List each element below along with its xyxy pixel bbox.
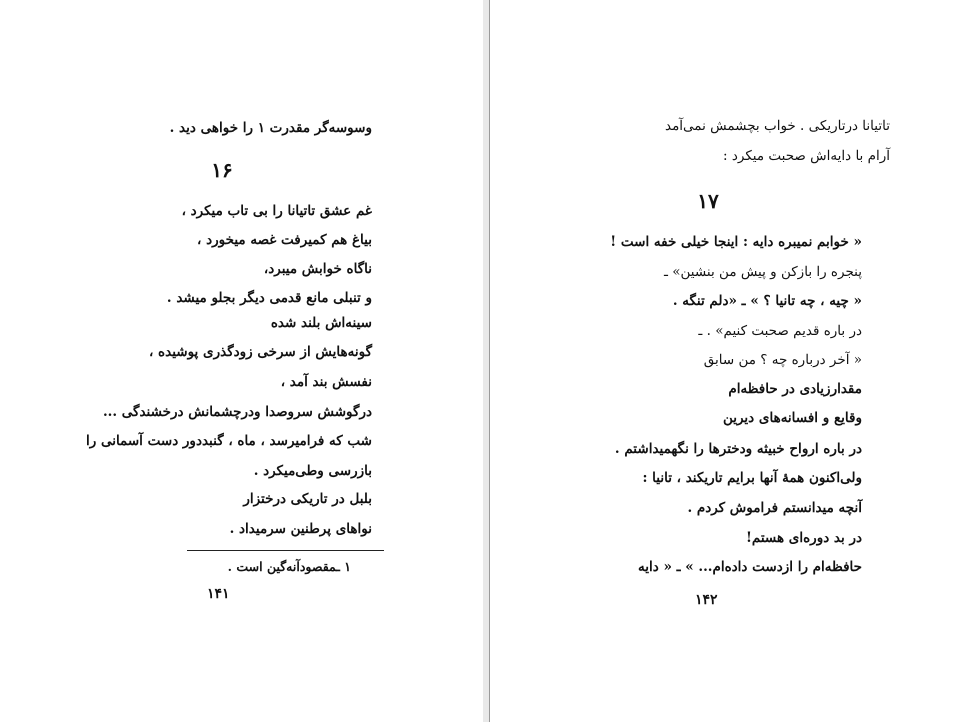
left-top-line: وسوسه‌گر مقدرت ۱ را خواهی دید .: [169, 120, 372, 136]
left-line: درگوشش سروصدا ودرچشمانش درخشندگی ...: [102, 404, 372, 420]
left-line: غم عشق تاتیانا را بی تاب میکرد ،: [181, 203, 372, 219]
right-line: در باره ارواح خبیثه ودخترها را نگهمیداشتم .: [614, 441, 862, 457]
left-line: نفسش بند آمد ،: [280, 374, 372, 390]
left-line: بازرسی وطی‌میکرد .: [253, 463, 372, 479]
right-section-number: ۱۷: [697, 189, 719, 213]
page-number: ۱۴۲: [695, 592, 718, 608]
left-line: نواهای پرطنین سرمیداد .: [229, 521, 372, 537]
right-intro-line: آرام با دایه‌اش صحبت میکرد :: [723, 148, 890, 164]
left-section-number: ۱۶: [211, 158, 233, 182]
right-line: در باره قدیم صحبت کنیم» . ـ: [698, 323, 862, 339]
left-line: سینه‌اش بلند شده: [270, 315, 372, 331]
right-line: وقایع و افسانه‌های دیرین: [722, 410, 862, 426]
right-line: « آخر درباره چه ؟ من سابق: [703, 352, 862, 368]
right-line: حافظه‌ام را ازدست داده‌ام... » ـ « دایه: [638, 559, 862, 575]
right-line: « چیه ، چه تانیا ؟ » ـ «دلم تنگه .: [672, 293, 862, 309]
left-line: و تنبلی مانع قدمی دیگر بجلو میشد .: [166, 290, 372, 306]
left-line: بلبل در تاریکی درختزار: [243, 491, 372, 507]
left-line: ناگاه خوابش میبرد،: [263, 261, 372, 277]
left-page: [0, 0, 484, 722]
right-line: در بد دوره‌ای هستم!: [745, 530, 862, 546]
footnote-rule: [187, 550, 384, 551]
left-line: شب که فرامیرسد ، ماه ، گنبددور دست آسمانی را: [85, 433, 372, 449]
right-line: ولی‌اکنون همهٔ آنها برایم تاریکند ، تانیا :: [642, 470, 862, 486]
left-line: گونه‌هایش از سرخی زودگذری پوشیده ،: [148, 344, 372, 360]
page-number: ۱۴۱: [207, 586, 230, 602]
left-line: بیاغ هم کمیرفت غصه میخورد ،: [197, 232, 372, 248]
footnote: ۱ ـمقصودآنه‌گین است .: [227, 559, 351, 574]
right-line: « خوابم نمیبره دایه : اینجا خیلی خفه است !: [610, 234, 862, 250]
right-line: پنجره را بازکن و پیش من بنشین» ـ: [664, 264, 862, 280]
right-intro-line: تاتیانا درتاریکی . خواب بچشمش نمی‌آمد: [664, 118, 890, 134]
right-page: [489, 0, 971, 722]
right-line: آنچه میدانستم فراموش کردم .: [687, 500, 862, 516]
right-line: مقدارزیادی در حافظه‌ام: [728, 381, 862, 397]
